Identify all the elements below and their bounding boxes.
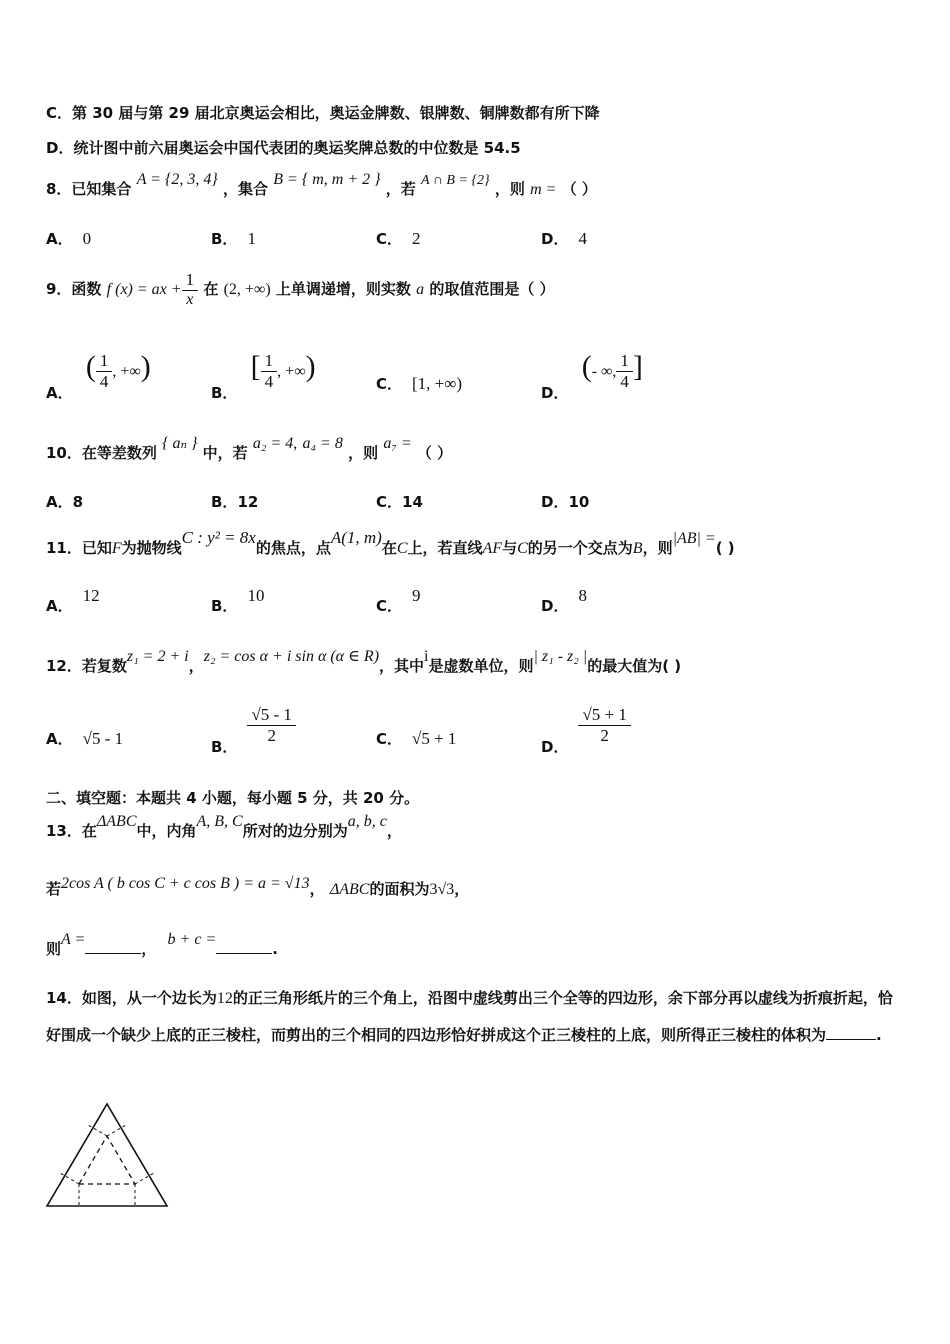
q7-option-d: D．统计图中前六届奥运会中国代表团的奥运奖牌总数的中位数是 54.5: [46, 139, 521, 157]
q12-abs: | z₁ - z₂ |: [533, 648, 588, 665]
q11-stem: 11．已知F为抛物线C : y² = 8x的焦点，点A(1, m)在C上，若直线AF与C的另一个交点为B，则|AB| =( ): [46, 528, 735, 557]
q13-answer-blank-bc[interactable]: [216, 939, 272, 954]
q8-prefix: 8．已知集合: [46, 180, 132, 198]
q8-option-c[interactable]: C． 2: [376, 229, 421, 248]
q11-option-c[interactable]: C．9: [376, 586, 421, 615]
q11-option-a[interactable]: A．12: [46, 586, 100, 615]
q8-condition: A ∩ B = {2}: [421, 173, 490, 188]
outer-triangle: [47, 1104, 167, 1206]
q12-z2: z₂ = cos α + i sin α (α ∈ R): [203, 648, 380, 665]
q12-option-a[interactable]: A． √5 - 1: [46, 729, 124, 748]
q8-option-b[interactable]: B． 1: [211, 229, 256, 248]
q8-mid1: ，集合: [223, 180, 269, 198]
q11-point: A(1, m): [330, 528, 382, 547]
q10-stem: 10．在等差数列 { aₙ } 中，若 a₂ = 4, a₄ = 8 ，则 a₇ = （ ）: [46, 435, 453, 462]
q13-answer-blank-a[interactable]: [85, 939, 141, 954]
q9-option-a[interactable]: A． ( $\frac{1}{4}$ , +∞): [46, 350, 151, 402]
q13-stem-3: 则A =， b + c =.: [46, 931, 278, 958]
triangle-figure: [40, 1100, 175, 1210]
q10-prefix: 10．在等差数列: [46, 444, 157, 462]
q13-area: 3√3: [429, 881, 455, 898]
q10-option-d[interactable]: D．10: [541, 493, 590, 511]
q10-option-b[interactable]: B．12: [211, 493, 259, 511]
inner-dashed-triangle: [79, 1136, 135, 1184]
q11-option-d[interactable]: D．8: [541, 586, 587, 615]
q14-answer-blank[interactable]: [826, 1025, 876, 1040]
q9-option-d[interactable]: D． (- ∞, $\frac{1}{4}$ ]: [541, 350, 643, 402]
q10-ask: a₇ =: [383, 435, 412, 452]
q9-var: a: [416, 281, 425, 298]
q12-option-c[interactable]: C． √5 + 1: [376, 729, 457, 748]
q10-mid1: 中，若: [202, 444, 248, 462]
q10-option-a[interactable]: A．8: [46, 493, 84, 511]
q9-suffix: 的取值范围是（ ）: [429, 280, 555, 298]
q9-mid1: 在: [203, 280, 219, 298]
q8-mid3: ，则: [494, 180, 525, 198]
q14-stem: 14．如图，从一个边长为12的正三角形纸片的三个角上，沿图中虚线剪出三个全等的四边形，余下部分再以虚线为折痕折起，恰好围成一个缺少上底的正三棱柱，而剪出的三个相同的四边形恰好拼成这个正三棱柱的上底，则所得正三棱柱的体积为 .: [46, 989, 893, 1044]
q8-stem: [46, 171, 597, 199]
q9-stem: [46, 270, 555, 309]
q8-option-d[interactable]: D． 4: [541, 229, 587, 248]
q12-option-d[interactable]: D． $\frac{√5 + 1}{2}$: [541, 705, 631, 746]
section-2-heading: 二、填空题：本题共 4 小题，每小题 5 分，共 20 分。: [46, 789, 420, 807]
q9-prefix: 9．函数: [46, 280, 102, 298]
q10-option-c[interactable]: C．14: [376, 493, 423, 511]
q8-suffix: （ ）: [561, 180, 597, 198]
q9-function: f (x) = ax +: [106, 281, 182, 298]
q13-stem-1: 13．在ΔABC中，内角A, B, C所对的边分别为a, b, c，: [46, 813, 402, 840]
q10-cond1: a₂ = 4: [252, 435, 294, 452]
q9-option-c[interactable]: C． [1, +∞): [376, 374, 463, 393]
q13-stem-2: 若2cos A ( b cos C + c cos B ) = a = √13， ΔABC的面积为3√3，: [46, 875, 470, 898]
q11-option-b[interactable]: B．10: [211, 586, 265, 615]
q8-set-a: A = {2, 3, 4}: [136, 171, 218, 188]
q7-option-c: C．第 30 届与第 29 届北京奥运会相比，奥运金牌数、银牌数、铜牌数都有所下降: [46, 104, 600, 122]
q12-option-b[interactable]: B． $\frac{√5 - 1}{2}$: [211, 705, 296, 746]
q8-ask: m =: [530, 181, 557, 198]
q8-option-a[interactable]: A． 0: [46, 229, 92, 248]
q9-mid2: 上单调递增，则实数: [275, 280, 411, 298]
q10-mid2: ，则: [348, 444, 379, 462]
q9-fraction: $\frac{1}{x}$: [182, 270, 199, 309]
q9-option-b[interactable]: B． [ $\frac{1}{4}$ , +∞): [211, 350, 316, 402]
q12-z1: z₁ = 2 + i: [126, 648, 189, 665]
q11-ab: |AB| =: [672, 530, 716, 547]
q11-parabola: C : y² = 8x: [181, 528, 256, 547]
q9-interval: (2, +∞): [223, 281, 271, 298]
q8-set-b: B = { m, m + 2 }: [273, 171, 381, 188]
q8-mid2: ，若: [385, 180, 416, 198]
q10-cond2: a₄ = 8: [302, 435, 343, 452]
q13-equation: 2cos A ( b cos C + c cos B ) = a = √13: [61, 875, 310, 892]
q10-suffix: （ ）: [416, 444, 453, 462]
q10-sequence: { aₙ }: [162, 435, 198, 452]
q12-stem: 12．若复数z₁ = 2 + i，z₂ = cos α + i sin α (α ∈ R)，其中i是虚数单位，则| z₁ - z₂ |的最大值为( ): [46, 648, 682, 675]
